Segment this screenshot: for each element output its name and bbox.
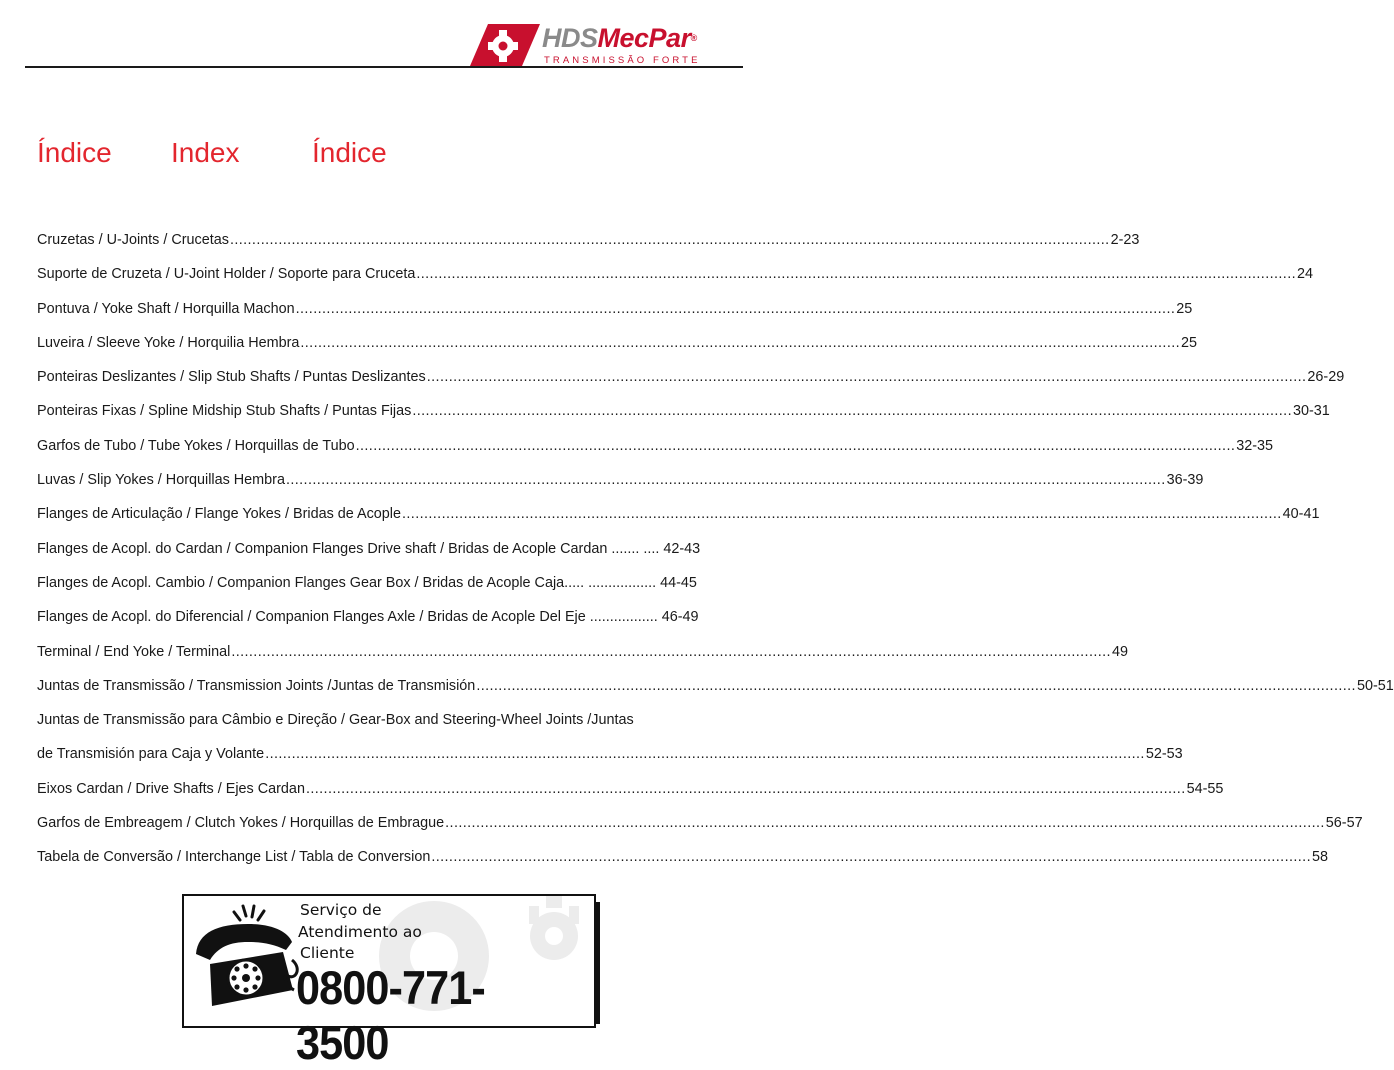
toc-entry[interactable]: [37, 403, 1330, 437]
toc-entry-label: Tabela de Conversão / Interchange List / Tabla de Conversion: [37, 849, 431, 866]
toc-entry-label: Eixos Cardan / Drive Shafts / Ejes Cardan: [37, 780, 305, 797]
toc-entry-label: Cruzetas / U-Joints / Crucetas: [37, 232, 229, 248]
toc-entry-label: Juntas de Transmissão / Transmission Joints /Juntas de Transmisión: [37, 677, 476, 694]
toc-leader: [296, 301, 1176, 317]
toc-entry[interactable]: [37, 746, 1183, 780]
toc-entry-label: Flanges de Acopl. do Cardan / Companion Flanges Drive shaft / Bridas de Acople Cardan ....... ....: [37, 540, 660, 557]
toc-entry-page: 54-55: [1186, 780, 1224, 797]
brand-tagline: TRANSMISSÃO FORTE: [544, 55, 701, 66]
toc-entry[interactable]: [37, 300, 1193, 335]
toc-entry-page: 50-51: [1356, 677, 1394, 694]
toc-entry-label: Luveira / Sleeve Yoke / Horquilia Hembra: [37, 334, 300, 351]
banner-line-3: Cliente: [300, 944, 355, 962]
toc-leader: [445, 815, 1325, 831]
toc-entry-label: Garfos de Embreagem / Clutch Yokes / Horquillas de Embrague: [37, 815, 445, 832]
toc-entry[interactable]: [37, 506, 1320, 540]
toc-entry-page: 49: [1111, 643, 1128, 660]
toc-entry[interactable]: [37, 541, 730, 575]
brand-name-part2: MecPar: [597, 23, 691, 53]
toc-entry[interactable]: [37, 815, 1363, 849]
toc-entry-label: Ponteiras Deslizantes / Slip Stub Shafts / Puntas Deslizantes: [37, 369, 426, 386]
customer-service-phone[interactable]: 0800-771-3500: [296, 961, 485, 1069]
toc-entry[interactable]: [37, 472, 1204, 506]
toc-entry[interactable]: [37, 609, 730, 643]
toc-entry-label: Juntas de Transmissão para Câmbio e Direção / Gear-Box and Steering-Wheel Joints /Juntas: [37, 712, 634, 729]
toc-entry[interactable]: [37, 232, 1140, 266]
toc-entry-page: 46-49: [661, 609, 699, 626]
telephone-icon: [188, 902, 300, 1012]
title-spanish: Índice: [312, 137, 387, 168]
toc-entry-page: 44-45: [660, 574, 697, 591]
toc-leader: [476, 678, 1356, 694]
toc-leader: [412, 403, 1292, 419]
toc-leader: [231, 644, 1111, 660]
title-english: Index: [171, 137, 240, 168]
toc-entry[interactable]: [37, 780, 1224, 815]
toc-entry[interactable]: [37, 575, 730, 609]
toc-entry[interactable]: [37, 712, 730, 746]
toc-entry[interactable]: [37, 369, 1345, 403]
toc-entry[interactable]: [37, 334, 1198, 369]
toc-entry-page: 56-57: [1325, 815, 1363, 832]
toc-leader: [402, 506, 1282, 522]
toc-entry-page: 24: [1297, 266, 1314, 283]
brand-name-part1: HDS: [542, 23, 598, 53]
toc-entry-page: 40-41: [1282, 506, 1320, 523]
toc-entry-page: 2-23: [1110, 232, 1140, 248]
toc-leader: [356, 438, 1236, 454]
toc-leader: [265, 746, 1145, 762]
toc-entry-page: 58: [1311, 849, 1328, 866]
registered-mark: ®: [690, 33, 697, 43]
toc-entry-page: 25: [1181, 334, 1198, 351]
toc-entry-label: Flanges de Acopl. do Diferencial / Companion Flanges Axle / Bridas de Acople Del Eje .................: [37, 609, 658, 626]
toc-entry[interactable]: [37, 437, 1274, 472]
toc-entry-label: de Transmisión para Caja y Volante: [37, 746, 265, 763]
toc-entry-label: Terminal / End Yoke / Terminal: [37, 643, 231, 660]
title-portuguese: Índice: [37, 137, 112, 168]
toc-leader: [306, 781, 1186, 797]
customer-service-banner: [182, 894, 596, 1069]
toc-entry[interactable]: [37, 677, 1394, 712]
toc-leader: [230, 232, 1110, 248]
toc-entry-page: 30-31: [1292, 403, 1330, 420]
toc-entry-page: 36-39: [1166, 472, 1204, 489]
toc-leader: [427, 369, 1307, 385]
brand-logo: [470, 22, 740, 68]
toc-leader: [431, 849, 1311, 865]
page-titles: [37, 137, 537, 177]
toc-entry-page: 26-29: [1307, 369, 1345, 386]
banner-line-2: Atendimento ao: [298, 923, 422, 941]
toc-leader: [300, 335, 1180, 351]
banner-line-1: Serviço de: [300, 901, 382, 919]
toc-entry[interactable]: [37, 849, 1328, 883]
table-of-contents: [37, 232, 1394, 884]
toc-entry-label: Ponteiras Fixas / Spline Midship Stub Shafts / Puntas Fijas: [37, 403, 412, 420]
toc-leader: [416, 266, 1296, 282]
toc-entry-page: 52-53: [1145, 746, 1183, 763]
toc-entry-label: Garfos de Tubo / Tube Yokes / Horquillas de Tubo: [37, 437, 355, 454]
toc-entry-label: Pontuva / Yoke Shaft / Horquilla Machon: [37, 300, 295, 317]
gear-hex-icon: [470, 24, 540, 66]
toc-entry-label: Luvas / Slip Yokes / Horquillas Hembra: [37, 472, 285, 489]
toc-entry-label: Flanges de Acopl. Cambio / Companion Flanges Gear Box / Bridas de Acople Caja..... .................: [37, 574, 657, 591]
toc-entry[interactable]: [37, 643, 1128, 678]
toc-entry[interactable]: [37, 266, 1314, 300]
header-divider: [25, 66, 743, 68]
toc-entry-page: 32-35: [1236, 437, 1274, 454]
toc-entry-page: 25: [1176, 300, 1193, 317]
toc-entry-page: 42-43: [663, 540, 701, 557]
toc-leader: [286, 472, 1166, 488]
toc-entry-label: Flanges de Articulação / Flange Yokes / Bridas de Acople: [37, 506, 401, 523]
brand-name: [542, 22, 697, 54]
toc-entry-label: Suporte de Cruzeta / U-Joint Holder / Soporte para Cruceta: [37, 266, 416, 283]
